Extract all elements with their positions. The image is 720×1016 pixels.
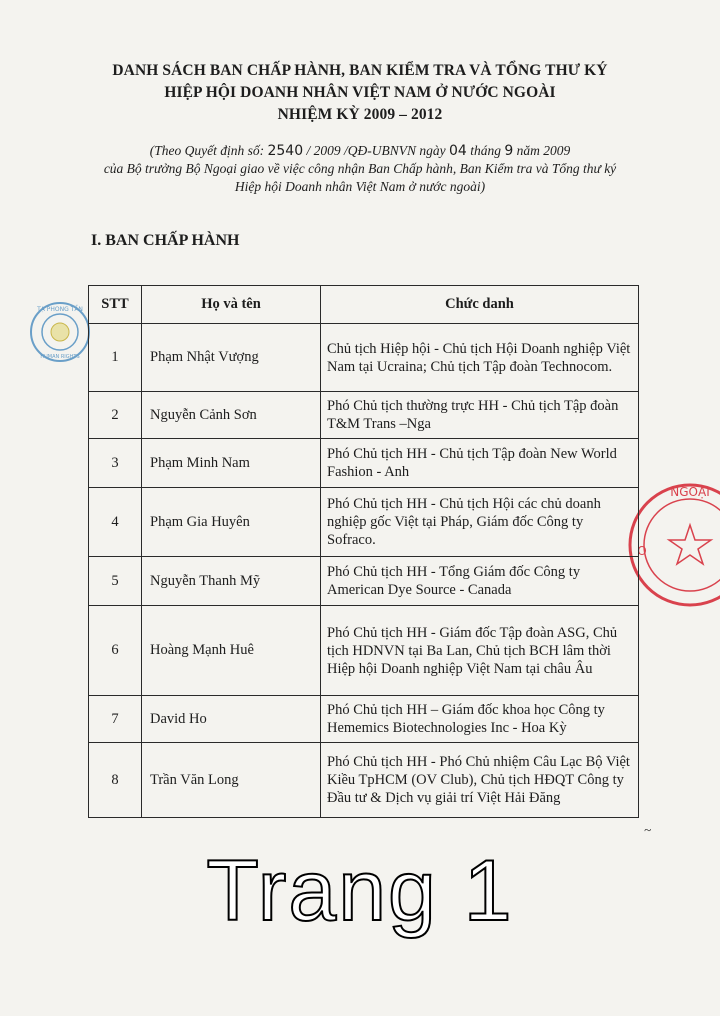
table-row — [89, 606, 639, 696]
row-stt: 1 — [89, 324, 142, 392]
association-logo-seal — [28, 300, 92, 364]
decision-line-3: Hiệp hội Doanh nhân Việt Nam ở nước ngoài) — [234, 179, 486, 194]
row-title: Phó Chủ tịch HH - Chủ tịch Hội các chủ doanh nghiệp gốc Việt tại Pháp, Giám đốc Công ty Sofraco. — [321, 488, 639, 557]
row-name: David Ho — [142, 696, 321, 743]
document-title-line-2: HIỆP HỘI DOANH NHÂN VIỆT NAM Ở NƯỚC NGOÀI — [164, 84, 556, 101]
svg-text:NGOẠI: NGOẠI — [670, 485, 710, 499]
table-row — [89, 324, 639, 392]
row-stt: 6 — [89, 606, 142, 696]
row-name: Hoàng Mạnh Huê — [142, 606, 321, 696]
table-row — [89, 488, 639, 557]
row-stt: 4 — [89, 488, 142, 557]
row-stt: 2 — [89, 392, 142, 439]
svg-text:TẠ PHONG TẦN: TẠ PHONG TẦN — [37, 306, 83, 313]
row-title: Phó Chủ tịch HH - Chủ tịch Tập đoàn New World Fashion - Anh — [321, 439, 639, 488]
decision-line-1: (Theo Quyết định số: 2540 / 2009 /QĐ-UBNVN ngày 04 tháng 9 năm 2009 — [149, 143, 571, 159]
row-title: Phó Chủ tịch HH - Phó Chủ nhiệm Câu Lạc Bộ Việt Kiều TpHCM (OV Club), Chủ tịch HĐQT Công ty Đầu tư & Dịch vụ giải trí Việt Hải Đăng — [321, 743, 639, 818]
row-title: Chủ tịch Hiệp hội - Chủ tịch Hội Doanh nghiệp Việt Nam tại Ucraina; Chủ tịch Tập đoàn Technocom. — [321, 324, 639, 392]
row-name: Nguyễn Cảnh Sơn — [142, 392, 321, 439]
row-stt: 7 — [89, 696, 142, 743]
page-label: Trang 1 — [206, 843, 514, 939]
row-stt: 5 — [89, 557, 142, 606]
document-title-line-1: DANH SÁCH BAN CHẤP HÀNH, BAN KIỂM TRA VÀ TỔNG THƯ KÝ — [112, 62, 608, 79]
row-title: Phó Chủ tịch HH – Giám đốc khoa học Công ty Hememics Biotechnologies Inc - Hoa Kỳ — [321, 696, 639, 743]
table-row — [89, 743, 639, 818]
table-row — [89, 557, 639, 606]
column-header-stt: STT — [89, 286, 142, 324]
column-header-title: Chức danh — [321, 286, 639, 324]
column-header-name: Họ và tên — [142, 286, 321, 324]
table-row — [89, 696, 639, 743]
row-name: Nguyễn Thanh Mỹ — [142, 557, 321, 606]
document-title-line-3: NHIỆM KỲ 2009 – 2012 — [277, 106, 443, 123]
decision-reference — [80, 142, 640, 196]
executive-committee-table — [88, 285, 639, 818]
row-name: Phạm Nhật Vượng — [142, 324, 321, 392]
svg-text:O: O — [637, 544, 647, 558]
row-stt: 3 — [89, 439, 142, 488]
row-name: Trần Văn Long — [142, 743, 321, 818]
svg-text:HUMAN RIGHTS: HUMAN RIGHTS — [40, 354, 80, 360]
row-title: Phó Chủ tịch HH - Giám đốc Tập đoàn ASG, Chủ tịch HDNVN tại Ba Lan, Chủ tịch BCH lâm thời Hiệp hội Doanh nghiệp Việt Nam tại châu Âu — [321, 606, 639, 696]
decision-day: 04 — [448, 143, 467, 159]
row-title: Phó Chủ tịch thường trực HH - Chủ tịch Tập đoàn T&M Trans –Nga — [321, 392, 639, 439]
row-title: Phó Chủ tịch HH - Tổng Giám đốc Công ty American Dye Source - Canada — [321, 557, 639, 606]
decision-line-2: của Bộ trưởng Bộ Ngoại giao về việc công nhận Ban Chấp hành, Ban Kiểm tra và Tổng thư ký — [103, 161, 617, 176]
handwritten-mark: ~ — [644, 822, 652, 837]
row-stt: 8 — [89, 743, 142, 818]
row-name: Phạm Gia Huyên — [142, 488, 321, 557]
table-row — [89, 392, 639, 439]
table-row — [89, 439, 639, 488]
decision-month: 9 — [504, 143, 514, 159]
decision-number: 2540 — [267, 143, 304, 159]
row-name: Phạm Minh Nam — [142, 439, 321, 488]
table-header-row — [89, 286, 639, 324]
section-heading: I. BAN CHẤP HÀNH — [91, 232, 240, 249]
